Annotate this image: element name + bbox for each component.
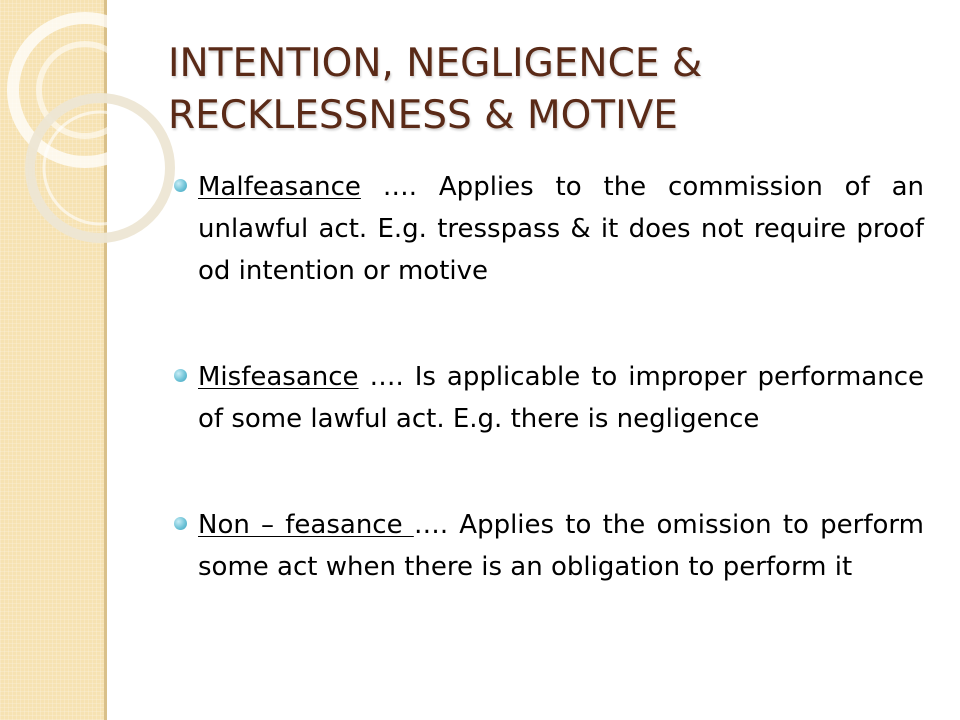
term-misfeasance: Misfeasance	[198, 362, 359, 392]
title-line-2: RECKLESSNESS & MOTIVE	[168, 93, 678, 138]
slide-title	[168, 38, 928, 142]
definition-misfeasance: …. Is applicable to improper performance of some lawful act. E.g. there is negligence	[198, 362, 924, 434]
bullet-item-malfeasance	[198, 166, 924, 292]
title-line-1: INTENTION, NEGLIGENCE &	[168, 41, 703, 86]
lower-inner-ring	[44, 112, 156, 224]
round-bullet-icon	[174, 517, 187, 530]
lower-ring	[30, 98, 170, 238]
term-malfeasance: Malfeasance	[198, 172, 361, 202]
bullet-item-misfeasance	[198, 356, 924, 440]
definition-non-feasance: …. Applies to the omission to perform some act when there is an obligation to perform it	[198, 510, 924, 582]
bullet-item-non-feasance	[198, 504, 924, 588]
term-non-feasance: Non – feasance	[198, 510, 414, 540]
definition-malfeasance: …. Applies to the commission of an unlawful act. E.g. tresspass & it does not require proof od intention or motive	[198, 172, 924, 286]
round-bullet-icon	[174, 369, 187, 382]
bullet-list	[198, 166, 924, 652]
round-bullet-icon	[174, 179, 187, 192]
